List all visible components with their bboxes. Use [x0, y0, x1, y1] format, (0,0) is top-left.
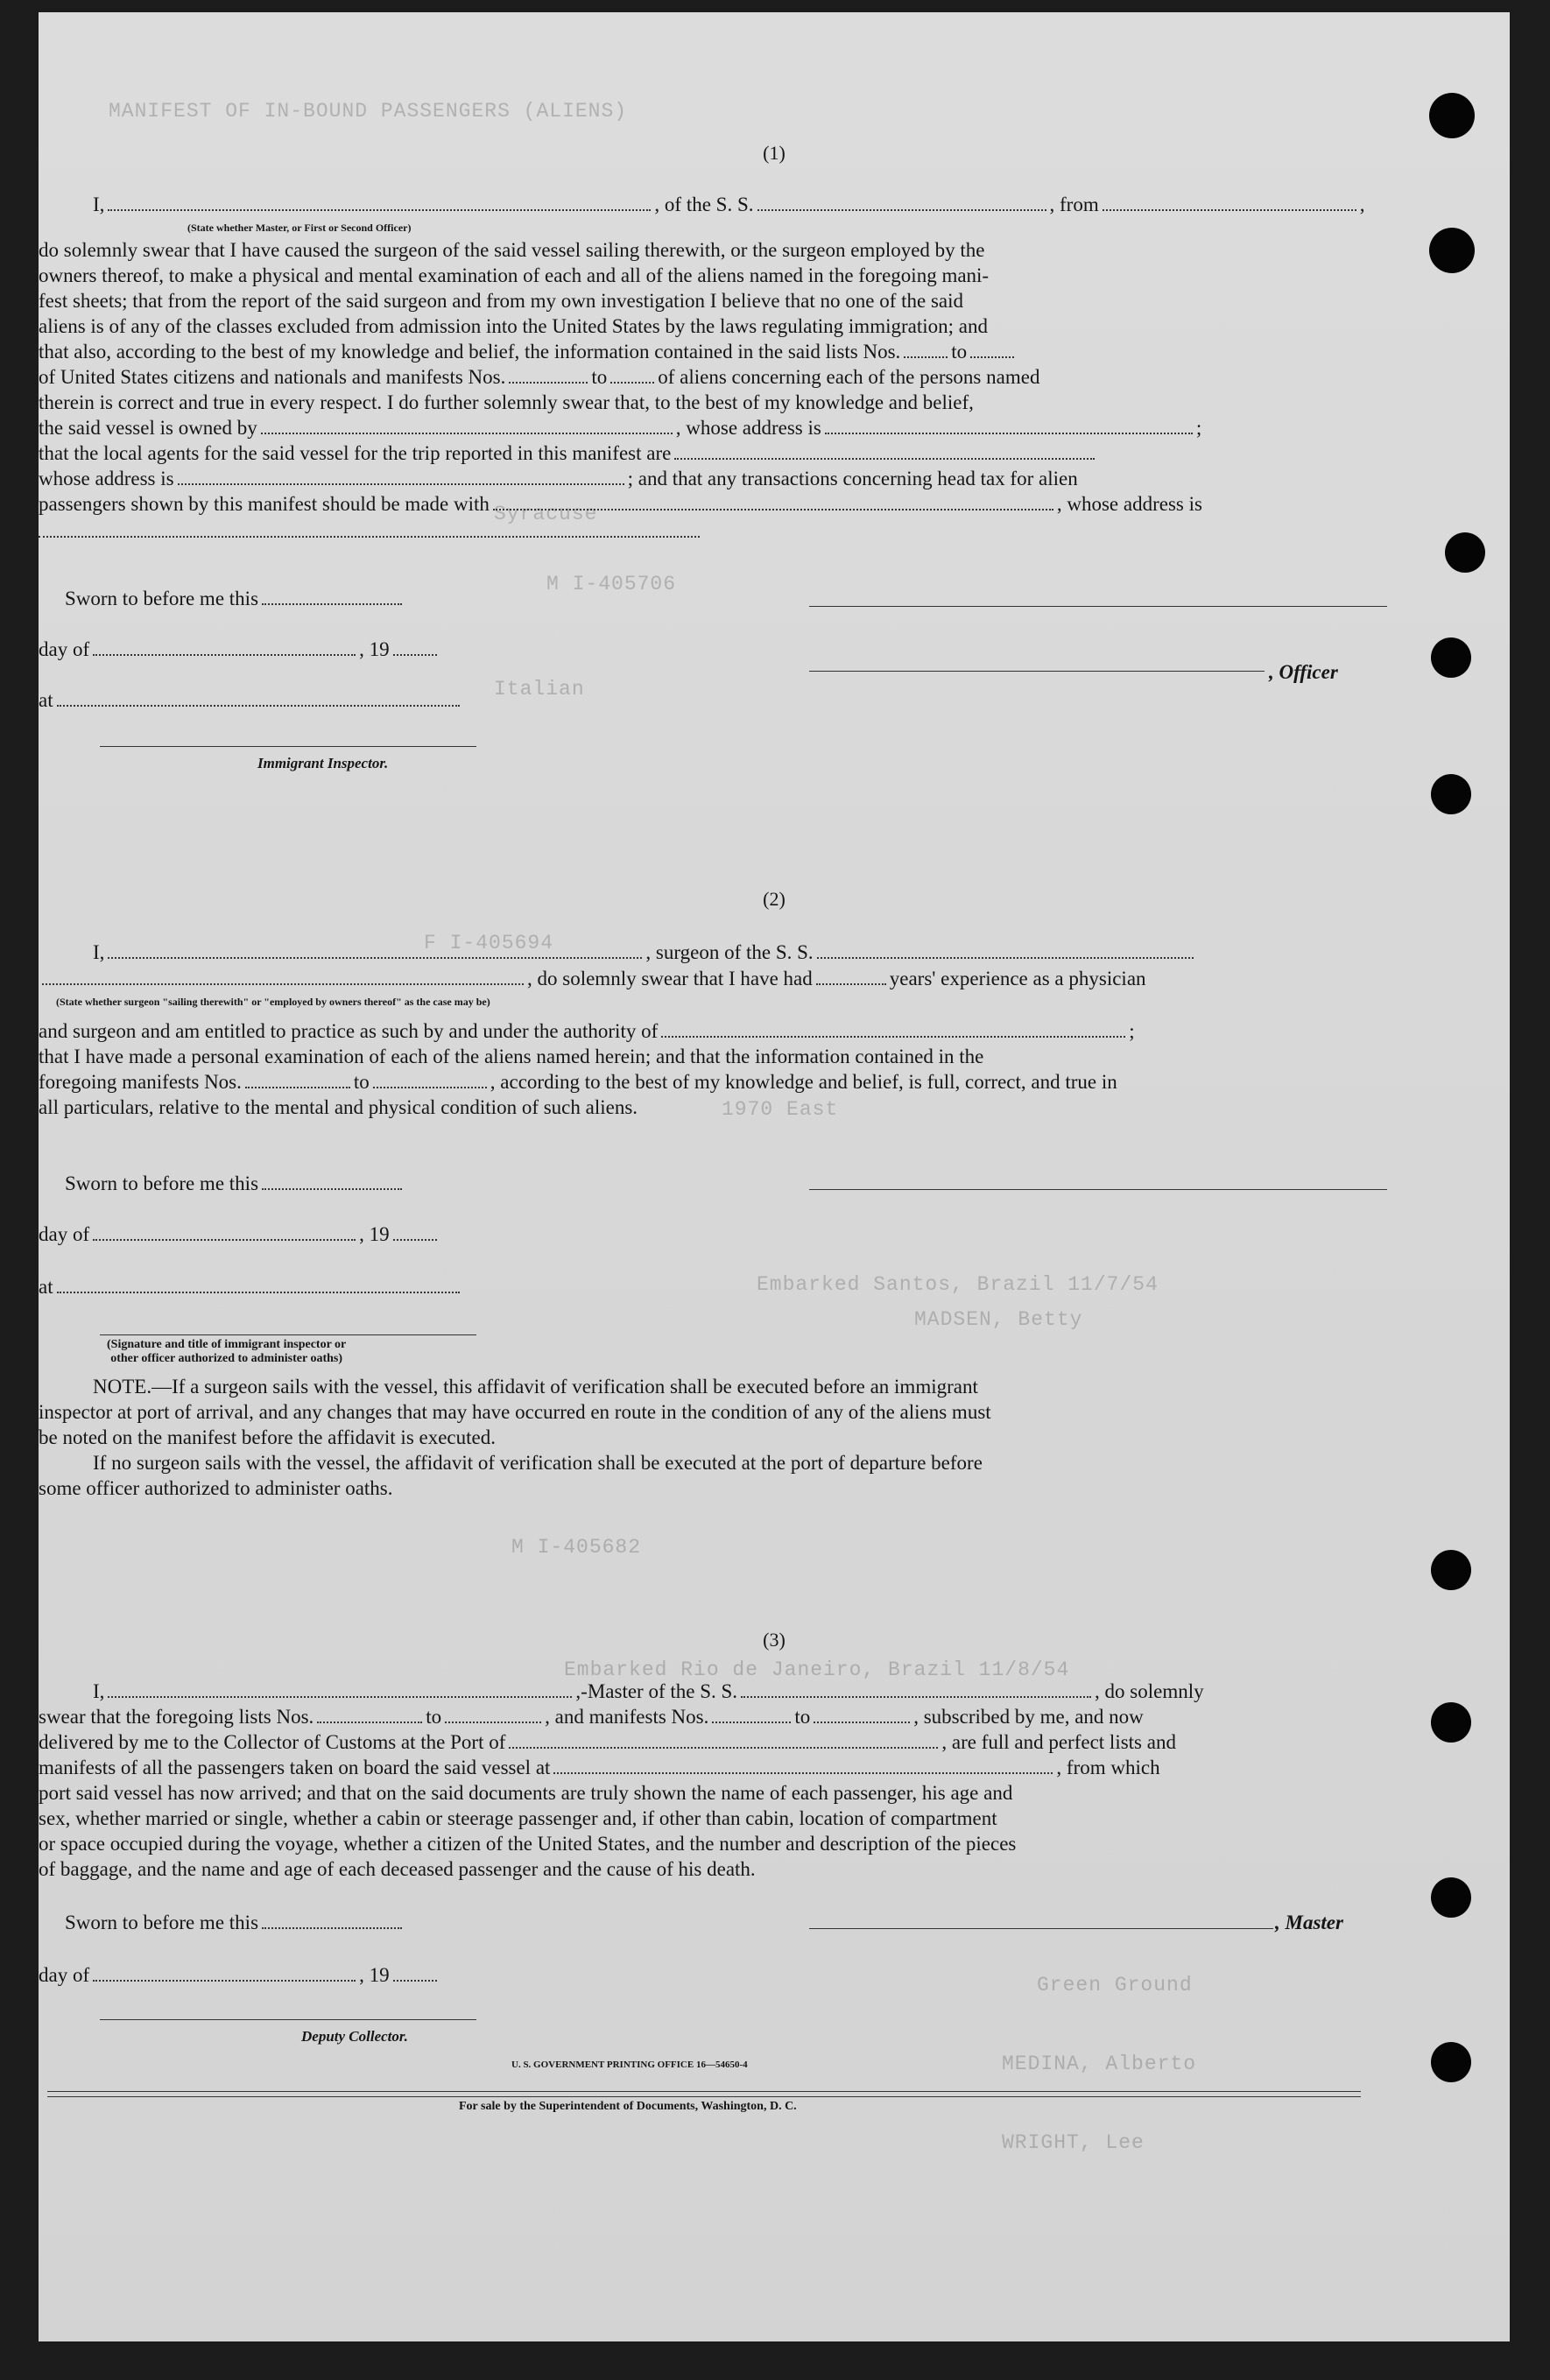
punch-hole: [1431, 1877, 1471, 1918]
punch-hole: [1431, 2042, 1471, 2082]
sec2-para-line: and surgeon and am entitled to practice as such by and under the authority of ;: [39, 1020, 1135, 1042]
sec1-first-line: I, , of the S. S. , from ,: [93, 194, 1365, 215]
sec3-para-line: of baggage, and the name and age of each deceased passenger and the cause of his death.: [39, 1858, 756, 1880]
sec1-sworn: Sworn to before me this: [65, 587, 405, 611]
punch-hole: [1445, 532, 1485, 573]
sec1-para-line: the said vessel is owned by , whose address is ;: [39, 417, 1202, 439]
sec2-para-line: all particulars, relative to the mental and physical condition of such aliens.: [39, 1096, 638, 1118]
note-line: inspector at port of arrival, and any changes that may have occurred en route in the condition of any of the aliens must: [39, 1401, 991, 1423]
sec3-para-line: sex, whether married or single, whether a cabin or steerage passenger and, if other than cabin, location of compartment: [39, 1807, 997, 1829]
sale-notice: For sale by the Superintendent of Documents, Washington, D. C.: [459, 2100, 797, 2113]
sec2-second-line: , do solemnly swear that I have had years' experience as a physician: [39, 967, 1146, 991]
gpo-imprint: U. S. GOVERNMENT PRINTING OFFICE 16—54650-4: [511, 2060, 748, 2070]
sec2-sworn: Sworn to before me this: [65, 1172, 405, 1196]
signature-caption: (Signature and title of immigrant inspector or other officer authorized to administer oaths): [107, 1338, 347, 1365]
sec3-sworn: Sworn to before me this: [65, 1911, 405, 1935]
form-page: MANIFEST OF IN-BOUND PASSENGERS (ALIENS) Syracuse M I-405706 Italian F I-405694 1970 East Embarked Santos, Brazil 11/7/54 MADSEN, Betty M I-405682 Embarked Rio de Janeiro, Brazil 11/8/54 Green Ground MEDINA, Alberto WRIGHT, Lee (1) I, , of the S. S. , from , (State whether Master, or First or Second Officer) do solemnly swear that I have caused the surgeon of the said vessel sailing therewith, or the surgeon employed by the owners thereof, to make a physical and mental examination of each and all of the aliens named in the foregoing mani- fest sheets; that from the report of the said surgeon and from my own investigation I believe that no one of the said aliens is of any of the classes excluded from admission into the United States by the laws regulating immigration; and that also, according to the best of my knowledge and belief, the information contained in the said lists Nos. to of United States citizens and nationals and manifests Nos. to of aliens concerning each of the persons named therein is correct and true in every respect. I do further solemnly swear that, to the best of my knowledge and belief, the said vessel is owned by , whose address is ; that the local agents for the said vessel for the trip reported in this manifest are whose address is ; and that any transactions concerning head tax for alien passengers shown by this manifest should be made with , whose address is Sworn to before me this day of , 19 , Officer at Immigrant Inspector. (2) I, , surgeon of the S. S. , do solemnly swear that I have had years' experience as a physician (State whether surgeon "sailing therewith" or "employed by owners thereof" as the case may be) and surgeon and am entitled to practice as such by and under the authority of ; that I have made a personal examination of each of the aliens named herein; and that the information contained in the foregoing manifests Nos. to , according to the best of my knowledge and belief, is full, correct, and true in all particulars, relative to the mental and physical condition of such aliens. Sworn to before me this day of , 19 at (Signature and title of immigrant inspector or other officer authorized to administer oaths) NOTE.—If a surgeon sails with the vessel, this affidavit of verification shall be executed before an immigrant inspector at port of arrival, and any changes that may have occurred en route in the condition of any of the aliens must be noted on the manifest before the affidavit is executed. If no surgeon sails with the vessel, the affidavit of verification shall be executed at the port of departure before some officer authorized to administer oaths. (3) I, ,-Master of the S. S. , do solemnly swear that the foregoing lists Nos. to , and manifests Nos. to , subscribed by me, and now delivered by me to the Collector of Customs at the Port of , are full and perfect lists and manifests of all the passengers taken on board the said vessel at , from which port said vessel has now arrived; and that on the said documents are truly shown the name of each passenger, his age and sex, whether married or single, whether a cabin or steerage passenger and, if other than cabin, location of compartment or space occupied during the voyage, whether a citizen of the United States, and the number and description of the pieces of baggage, and the name and age of each deceased passenger and the cause of his death. Sworn to before me this , Master day of , 19 Deputy Collector. U. S. GOVERNMENT PRINTING OFFICE 16—54650-4 For sale by the Superintendent of Documents, Washington, D. C.: [39, 12, 1510, 2341]
sec1-para-line: that the local agents for the said vessel for the trip reported in this manifest are: [39, 441, 1098, 466]
punch-hole: [1431, 1550, 1471, 1590]
sec1-day: day of , 19: [39, 637, 440, 662]
surgeon-caption: (State whether surgeon "sailing therewith" or "employed by owners thereof" as the case may be): [56, 996, 490, 1008]
section-3-number: (3): [763, 1629, 786, 1651]
note-line: some officer authorized to administer oaths.: [39, 1477, 393, 1499]
deputy-collector-caption: Deputy Collector.: [301, 2028, 408, 2045]
note-line: If no surgeon sails with the vessel, the affidavit of verification shall be executed at the port of departure before: [93, 1452, 983, 1474]
sec1-para-line: passengers shown by this manifest should be made with , whose address is: [39, 493, 1202, 515]
sec2-at: at: [39, 1275, 463, 1299]
sec1-para-line: of United States citizens and nationals and manifests Nos. to of aliens concerning each of the persons named: [39, 366, 1040, 388]
sec1-para-line: whose address is ; and that any transactions concerning head tax for alien: [39, 468, 1078, 489]
sec1-at: at: [39, 688, 463, 713]
sec1-para-line: therein is correct and true in every respect. I do further solemnly swear that, to the best of my knowledge and belief,: [39, 391, 974, 413]
section-2-number: (2): [763, 888, 786, 910]
officer-label: , Officer: [1269, 661, 1338, 683]
punch-hole: [1429, 93, 1475, 138]
punch-hole: [1429, 228, 1475, 273]
sec1-para-line: aliens is of any of the classes excluded from admission into the United States by the laws regulating immigration; and: [39, 315, 988, 337]
sec3-para-line: port said vessel has now arrived; and that on the said documents are truly shown the name of each passenger, his age and: [39, 1782, 1013, 1804]
sec3-day: day of , 19: [39, 1963, 440, 1988]
sec1-para-line: fest sheets; that from the report of the said surgeon and from my own investigation I believe that no one of the said: [39, 290, 964, 312]
officer-caption: (State whether Master, or First or Second Officer): [187, 222, 412, 234]
sec1-para-line: do solemnly swear that I have caused the surgeon of the said vessel sailing therewith, or the surgeon employed by the: [39, 239, 985, 261]
sec1-para-line: that also, according to the best of my knowledge and belief, the information contained in the said lists Nos. to: [39, 340, 1018, 364]
sec2-first-line: I, , surgeon of the S. S.: [93, 940, 1197, 965]
sec3-para-line: or space occupied during the voyage, whether a citizen of the United States, and the number and description of the pieces: [39, 1833, 1017, 1855]
sec3-para-line: manifests of all the passengers taken on board the said vessel at , from which: [39, 1757, 1160, 1778]
sec3-first-line: I, ,-Master of the S. S. , do solemnly: [93, 1680, 1204, 1702]
punch-hole: [1431, 1702, 1471, 1743]
note-line: be noted on the manifest before the affidavit is executed.: [39, 1426, 496, 1448]
immigrant-inspector-caption: Immigrant Inspector.: [257, 755, 389, 771]
sec3-para-line: delivered by me to the Collector of Customs at the Port of , are full and perfect lists and: [39, 1731, 1176, 1753]
punch-hole: [1431, 637, 1471, 678]
sec3-para-line: swear that the foregoing lists Nos. to , and manifests Nos. to , subscribed by me, and now: [39, 1706, 1144, 1728]
master-label: , Master: [1275, 1912, 1343, 1933]
note-line: NOTE.—If a surgeon sails with the vessel, this affidavit of verification shall be executed before an immigrant: [93, 1376, 978, 1398]
sec2-day: day of , 19: [39, 1222, 440, 1247]
sec2-para-line: foregoing manifests Nos. to , according to the best of my knowledge and belief, is full, correct, and true in: [39, 1071, 1117, 1093]
section-1-number: (1): [763, 142, 786, 164]
punch-hole: [1431, 774, 1471, 814]
sec2-para-line: that I have made a personal examination of each of the aliens named herein; and that the information contained in the: [39, 1046, 984, 1067]
sec1-para-line: owners thereof, to make a physical and mental examination of each and all of the aliens named in the foregoing mani-: [39, 264, 990, 286]
